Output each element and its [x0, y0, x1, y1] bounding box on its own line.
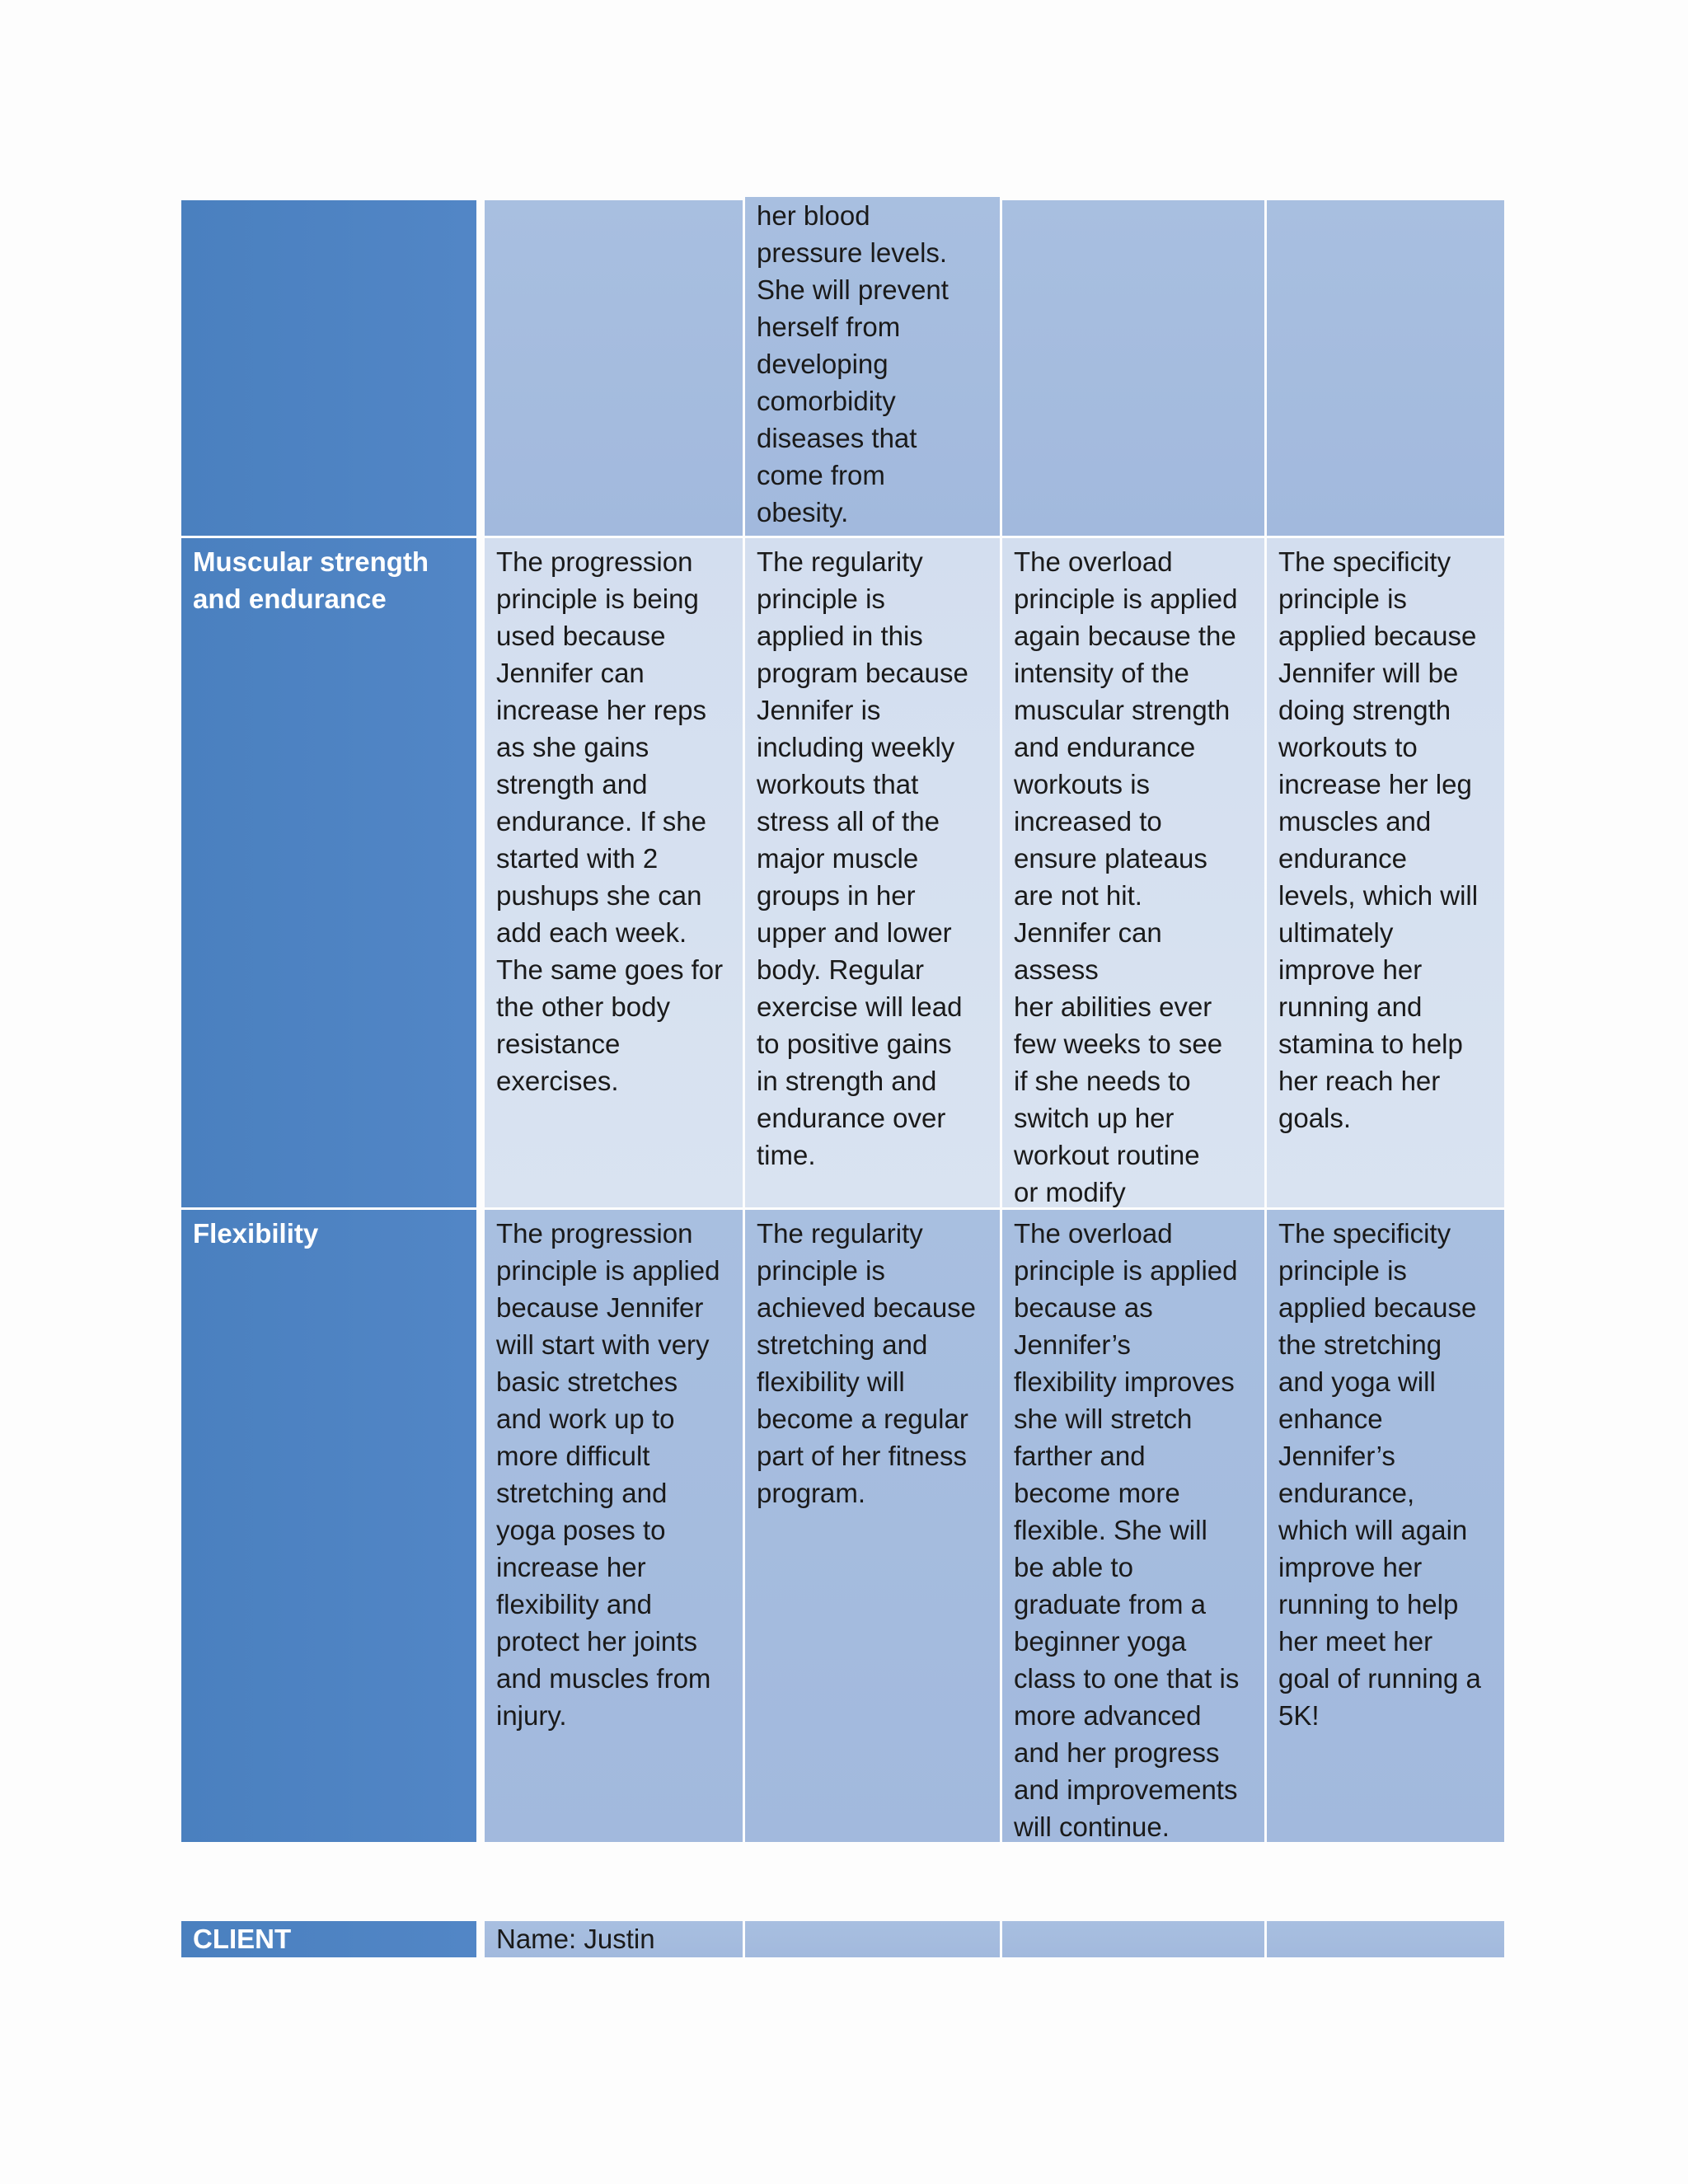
assessment-cell: [1267, 1921, 1504, 1957]
table-cell-overload: [1002, 200, 1264, 536]
table-cell-progression: [485, 200, 743, 536]
table-cell-specificity: The specificity principle is applied because Jennifer will be doing strength workouts to increase her leg muscles and endurance levels, which will ultimately improve her running and stamina to help her reach her goals.: [1267, 538, 1504, 1207]
assessment-cell: [1002, 1921, 1264, 1957]
row-header-muscular-strength: Muscular strength and endurance: [181, 538, 476, 1207]
row-header-flexibility: Flexibility: [181, 1210, 476, 1842]
principles-table: [181, 200, 1504, 1842]
assessment-cell: [745, 1921, 1000, 1957]
table-cell-regularity: her blood pressure levels. She will prevent herself from developing comorbidity diseases that come from obesity.: [745, 197, 1000, 536]
table-cell-regularity: The regularity principle is applied in this program because Jennifer is including weekly workouts that stress all of the major muscle groups in her upper and lower body. Regular exercise will lead to positive gains in strength and endurance over time.: [745, 538, 1000, 1207]
table-cell-specificity: The specificity principle is applied because the stretching and yoga will enhance Jennifer’s endurance, which will again improve her running to help her meet her goal of running a 5K!: [1267, 1210, 1504, 1842]
table-cell-regularity: The regularity principle is achieved because stretching and flexibility will become a regular part of her fitness program.: [745, 1210, 1000, 1842]
client-assessment-label: CLIENT: [181, 1921, 476, 1957]
client-assessment-table: [181, 1921, 1504, 1957]
client-name: Name: Justin: [485, 1921, 743, 1957]
table-cell-progression: The progression principle is applied because Jennifer will start with very basic stretches and work up to more difficult stretching and yoga poses to increase her flexibility and protect her joints and muscles from injury.: [485, 1210, 743, 1842]
row-header-continued: [181, 200, 476, 536]
table-cell-progression: The progression principle is being used because Jennifer can increase her reps as she gains strength and endurance. If she started with 2 pushups she can add each week. The same goes for the other body resistance exercises.: [485, 538, 743, 1207]
table-cell-specificity: [1267, 200, 1504, 536]
table-cell-overload: The overload principle is applied again because the intensity of the muscular strength and endurance workouts is increased to ensure plateaus are not hit. Jennifer can assess her abilities ever few weeks to see if she needs to switch up her workout routine or modify: [1002, 538, 1264, 1207]
table-cell-overload: The overload principle is applied because as Jennifer’s flexibility improves she will stretch farther and become more flexible. She will be able to graduate from a beginner yoga class to one that is more advanced and her progress and improvements will continue.: [1002, 1210, 1264, 1842]
